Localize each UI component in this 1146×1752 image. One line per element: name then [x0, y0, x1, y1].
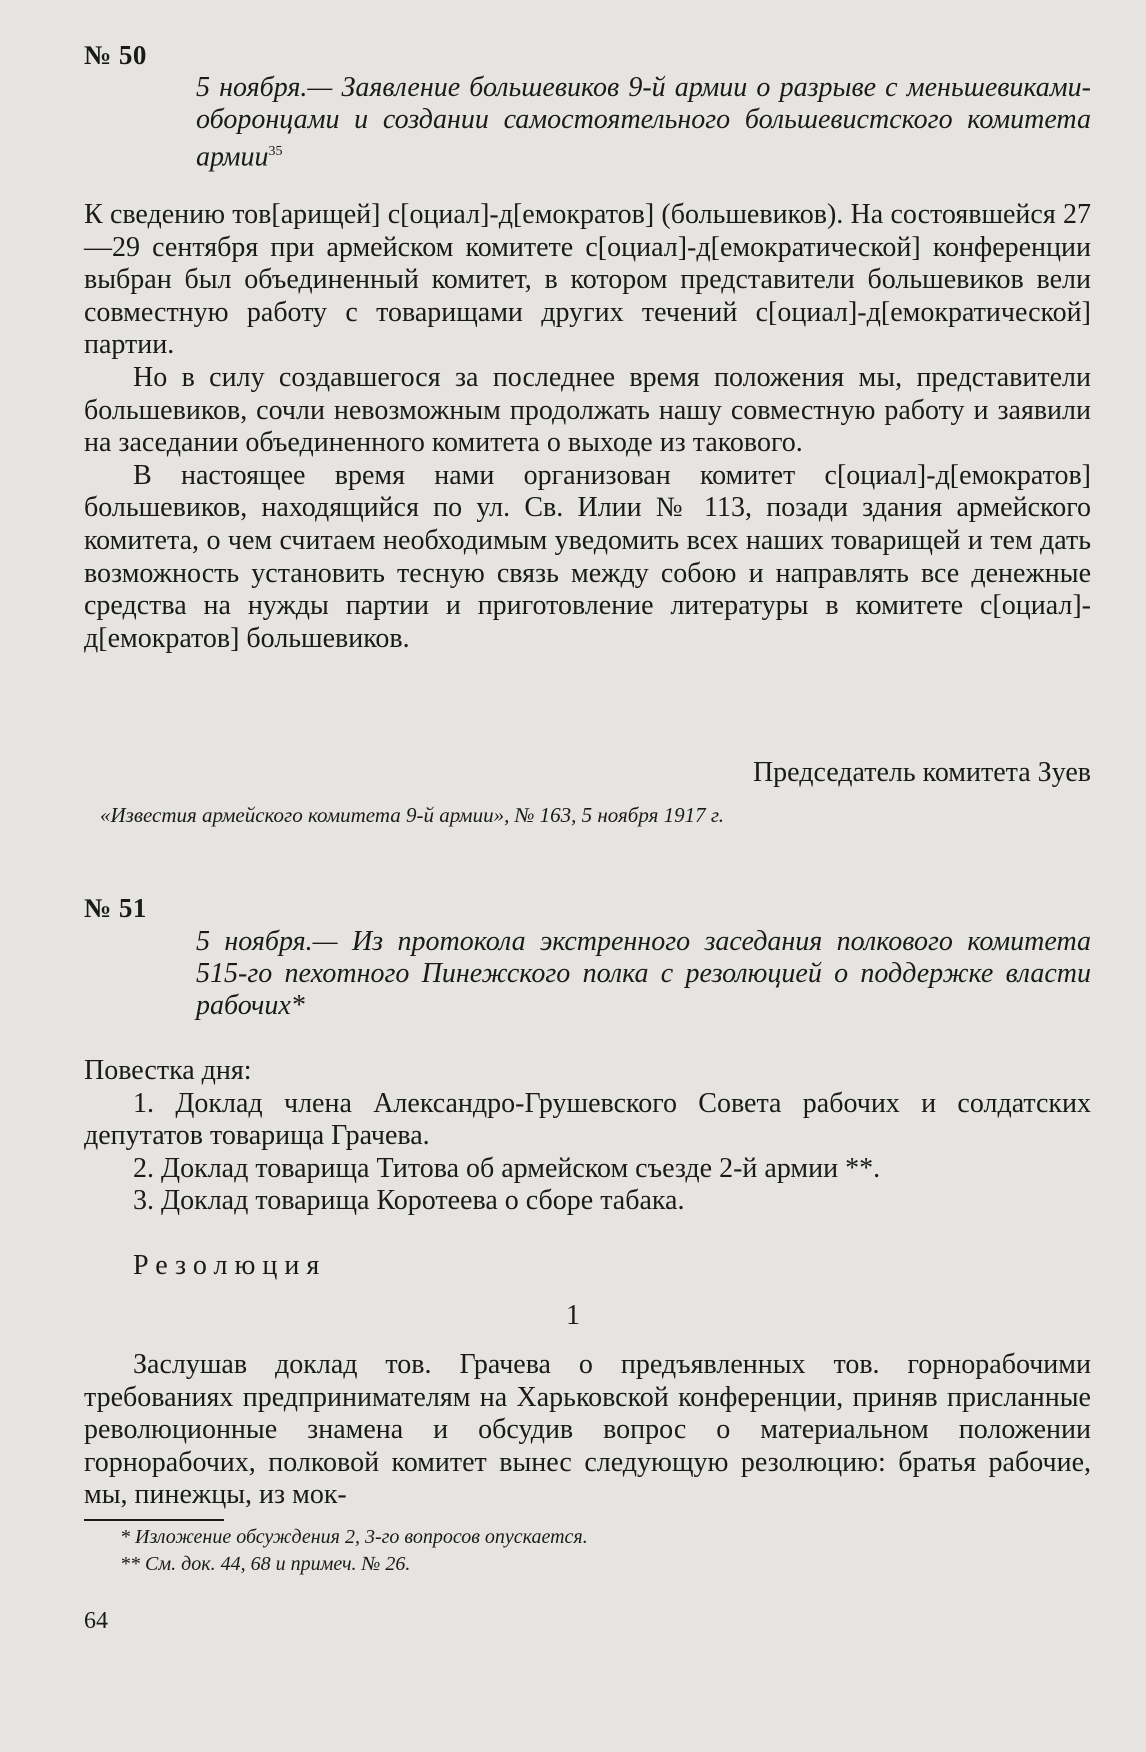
doc-50-number: № 50	[84, 40, 147, 70]
page-number: 64	[84, 1608, 108, 1634]
agenda-heading: Повестка дня:	[84, 1055, 252, 1086]
footnote-2: ** См. док. 44, 68 и примеч. № 26.	[120, 1553, 411, 1575]
doc-50-body	[84, 199, 1091, 655]
doc-50-paragraph-2: Но в силу создавшегося за последнее время положения мы, представители большевиков, сочли невозможным продолжать нашу совместную работу и заявили на заседании объединенного комитета о выходе из такового.	[84, 361, 1091, 459]
doc-50-signature: Председатель комитета Зуев	[752, 757, 1091, 788]
resolution-paragraph: Заслушав доклад тов. Грачева о предъявленных тов. горнорабочими требованиях предпринимателям на Харьковской конференции, приняв присланные революционные знамена и обсудив вопрос о материальном положении горнорабочих, полковой комитет вынес следующую резолюцию: братья рабочие, мы, пинежцы, из мок-	[84, 1349, 1091, 1511]
footnote-1: * Изложение обсуждения 2, 3-го вопросов опускается.	[120, 1526, 588, 1548]
agenda-item: 2. Доклад товарища Титова об армейском съезде 2-й армии **.	[133, 1152, 881, 1184]
doc-50-title-text: 5 ноября.— Заявление большевиков 9-й армии о разрыве с меньшевиками-оборонцами и создании самостоятельного большевистского комитета армии	[196, 72, 1091, 173]
resolution-heading: Резолюция	[133, 1250, 327, 1281]
doc-51-title: 5 ноября.— Из протокола экстренного заседания полкового комитета 515-го пехотного Пинежского полка с резолюцией о поддержке власти рабочих*	[196, 926, 1091, 1021]
footnote-divider	[84, 1519, 224, 1521]
agenda-item: 3. Доклад товарища Коротеева о сборе табака.	[133, 1185, 685, 1217]
doc-50-source: «Известия армейского комитета 9-й армии», № 163, 5 ноября 1917 г.	[100, 803, 725, 827]
resolution-section-number: 1	[566, 1300, 580, 1331]
doc-51-number: № 51	[84, 893, 147, 923]
doc-51-agenda	[84, 1055, 1091, 1218]
agenda-item: 1. Доклад члена Александро-Грушевского Совета рабочих и солдатских депутатов товарища Грачева.	[84, 1087, 1091, 1152]
doc-50-paragraph-1: К сведению тов[арищей] с[оциал]-д[емократов] (большевиков). На состоявшейся 27—29 сентября при армейском комитете с[оциал]-д[емократической] конференции выбран был объединенный комитет, в котором представители большевиков вели совместную работу с товарищами других течений с[оциал]-д[емократической] партии.	[84, 199, 1091, 361]
resolution-body	[84, 1349, 1091, 1512]
doc-50-title-note: 35	[268, 144, 283, 159]
doc-50-title	[196, 72, 1091, 173]
doc-50-paragraph-3: В настоящее время нами организован комитет с[оциал]-д[емократов] большевиков, находящийся по ул. Св. Илии № 113, позади здания армейского комитета, о чем считаем необходимым уведомить всех наших товарищей и тем дать возможность установить тесную связь между собою и направлять все денежные средства на нужды партии и приготовление литературы в комитете с[оциал]-д[емократов] большевиков.	[84, 459, 1091, 654]
